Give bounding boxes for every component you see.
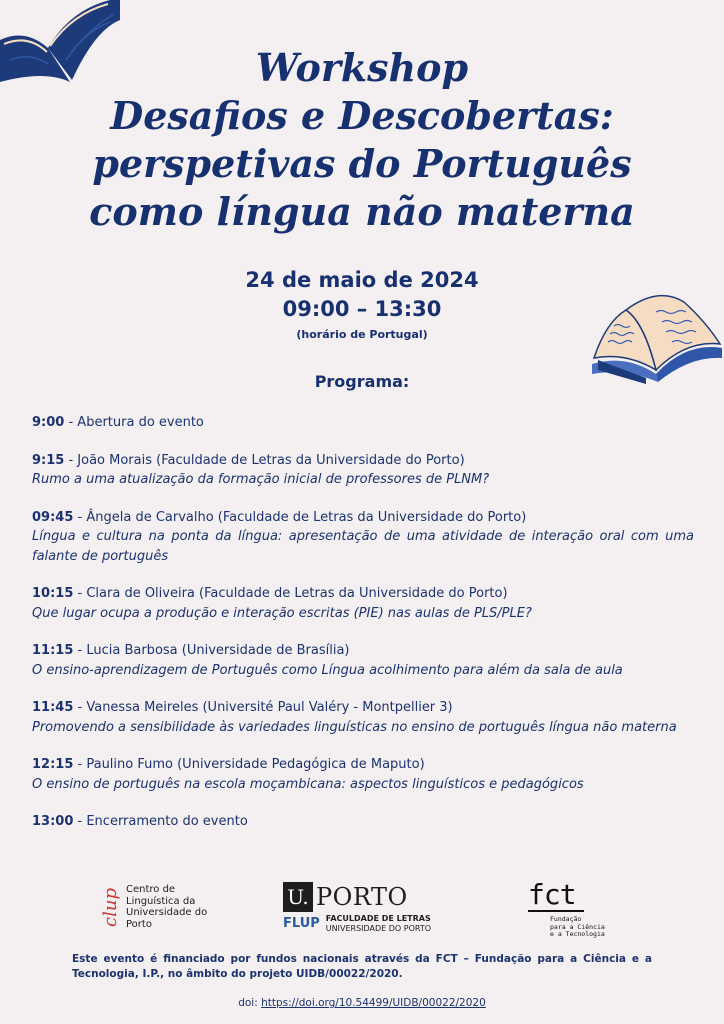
event-time: 09:00 – 13:30	[282, 297, 442, 321]
program-item	[32, 641, 694, 680]
program-item	[32, 698, 694, 737]
doi-line	[0, 997, 724, 1009]
program-speaker: - Clara de Oliveira (Faculdade de Letras da Universidade do Porto)	[73, 586, 508, 601]
program-item	[32, 413, 694, 433]
event-datetime	[0, 266, 724, 324]
clup-line: Porto	[126, 918, 152, 930]
program-talk-title: O ensino-aprendizagem de Português como Língua acolhimento para além da sala de aula	[32, 662, 623, 678]
workshop-title	[0, 44, 724, 236]
clup-mark: clup	[100, 887, 121, 927]
program-speaker: - Vanessa Meireles (Université Paul Valéry - Montpellier 3)	[73, 700, 453, 715]
program-time: 11:45	[32, 700, 74, 715]
program-talk-title: Rumo a uma atualização da formação inicial de professores de PLNM?	[32, 472, 490, 487]
uporto-flup-logo	[283, 882, 431, 933]
program-speaker: - Encerramento do evento	[73, 814, 248, 829]
doi-link[interactable]: https://doi.org/10.54499/UIDB/00022/2020	[261, 997, 486, 1009]
title-line: Workshop	[255, 45, 469, 90]
program-list	[32, 413, 694, 850]
program-speaker: - Lucia Barbosa (Universidade de Brasília)	[73, 643, 350, 658]
program-item	[32, 508, 694, 567]
program-time: 9:00	[32, 415, 65, 430]
program-talk-title: O ensino de português na escola moçambicana: aspectos linguísticos e pedagógicos	[32, 776, 584, 792]
program-item	[32, 451, 694, 490]
program-talk-title: Promovendo a sensibilidade às variedades linguísticas no ensino de português língua não materna	[32, 719, 677, 735]
clup-line: Centro de	[126, 884, 176, 895]
clup-text	[126, 884, 207, 930]
program-time: 12:15	[32, 757, 74, 772]
program-time: 10:15	[32, 586, 74, 601]
uporto-word: PORTO	[316, 883, 408, 911]
fct-mark: fct	[528, 880, 584, 912]
program-speaker: - Ângela de Carvalho (Faculdade de Letras da Universidade do Porto)	[73, 509, 527, 525]
flup-line: FACULDADE DE LETRAS	[325, 914, 431, 923]
program-time: 09:45	[32, 509, 74, 525]
clup-line: Linguística da	[126, 895, 196, 907]
timezone-note: (horário de Portugal)	[296, 328, 428, 341]
event-date: 24 de maio de 2024	[245, 268, 479, 292]
program-speaker: - Paulino Fumo (Universidade Pedagógica de Maputo)	[73, 757, 425, 772]
title-line: Desafios e Descobertas:	[110, 93, 614, 138]
funding-statement: Este evento é financiado por fundos nacionais através da FCT – Fundação para a Ciência e a Tecnologia, I.P., no âmbito do projeto UIDB/00022/2020.	[72, 953, 652, 980]
program-heading: Programa:	[314, 372, 410, 391]
partner-logos	[0, 880, 724, 942]
program-speaker: - João Morais (Faculdade de Letras da Universidade do Porto)	[64, 452, 465, 468]
fct-line: e a Tecnologia	[550, 930, 605, 938]
program-item	[32, 755, 694, 794]
program-talk-title: Que lugar ocupa a produção e interação escritas (PIE) nas aulas de PLS/PLE?	[32, 605, 532, 621]
doi-label: doi:	[238, 997, 262, 1009]
program-item	[32, 812, 694, 832]
program-time: 11:15	[32, 643, 74, 658]
clup-line: Universidade do	[126, 907, 208, 918]
program-time: 9:15	[32, 452, 65, 468]
title-line: como língua não materna	[89, 189, 635, 234]
fct-line: para a Ciência	[550, 922, 605, 931]
fct-line: Fundação	[550, 915, 582, 923]
clup-logo	[102, 884, 207, 930]
fct-logo	[528, 880, 605, 939]
title-line: perspetivas do Português	[92, 141, 632, 186]
program-time: 13:00	[32, 814, 74, 829]
program-speaker: - Abertura do evento	[64, 415, 204, 430]
uporto-u-mark: U.	[283, 882, 313, 912]
flup-mark: FLUP	[283, 916, 320, 931]
program-item	[32, 584, 694, 623]
program-talk-title: Língua e cultura na ponta da língua: apresentação de uma atividade de interação oral com uma falante de português	[32, 529, 694, 564]
flup-line: UNIVERSIDADE DO PORTO	[325, 923, 432, 933]
